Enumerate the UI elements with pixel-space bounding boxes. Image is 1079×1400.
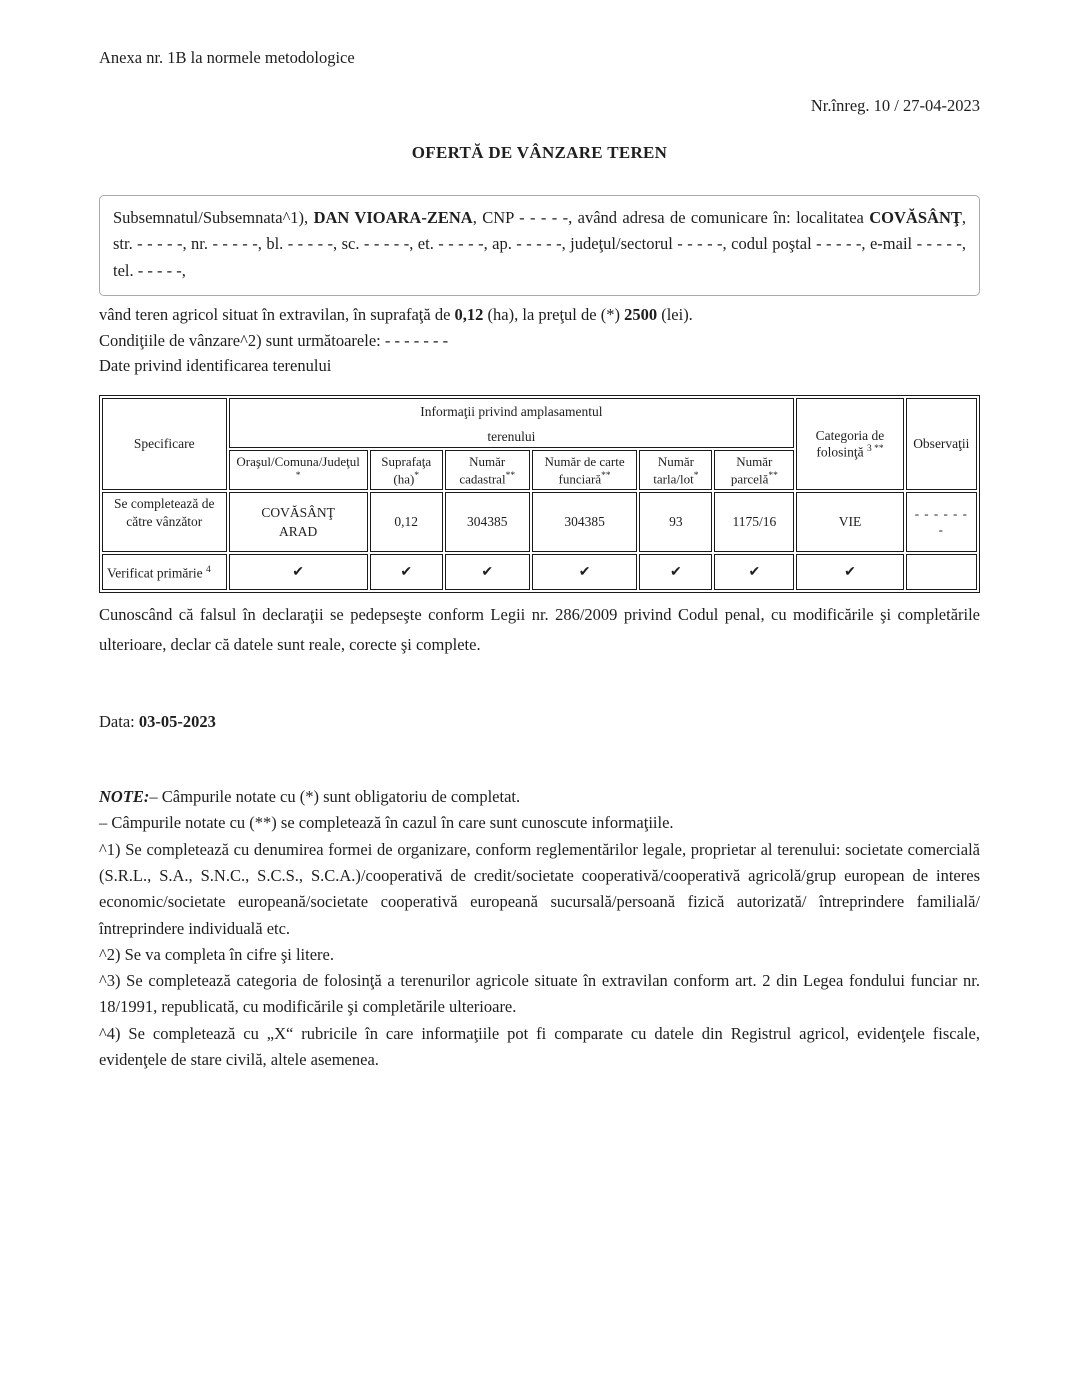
cell-carte-funciara: 304385 xyxy=(532,492,638,552)
check-tarla xyxy=(639,554,712,590)
document-title: OFERTĂ DE VÂNZARE TEREN xyxy=(411,143,668,162)
header-tarla-line1: Număr xyxy=(657,453,694,469)
cell-cadastral: 304385 xyxy=(445,492,530,552)
checkmark-icon: ✔ xyxy=(670,564,682,580)
header-carte-footnote: ** xyxy=(601,470,611,481)
header-parcela-line1: Număr xyxy=(736,453,773,469)
note-1: – Câmpurile notate cu (**) se completează în cazul în care sunt cunoscute informaţiile. xyxy=(99,813,674,833)
land-identification-heading: Date privind identificarea terenului xyxy=(99,355,332,375)
land-area-value: 0,12 xyxy=(454,305,484,325)
header-carte-line2 xyxy=(537,469,633,486)
note-3: ^2) Se va completa în cifre şi litere. xyxy=(99,944,334,964)
check-parcela xyxy=(714,554,794,590)
header-tarla-footnote: * xyxy=(693,470,699,481)
header-cadastral-line1: Număr xyxy=(469,453,506,469)
header-categoria-folosinta xyxy=(796,398,903,490)
header-suprafata xyxy=(370,450,443,490)
verify-label-text: Verificat primărie xyxy=(107,565,203,581)
header-carte-word2: funciară xyxy=(558,471,602,487)
cell-observatii: - - - - - - - xyxy=(906,492,977,552)
check-carte-funciara xyxy=(532,554,638,590)
verify-label-footnote: 4 xyxy=(205,565,211,576)
verify-data-row xyxy=(102,554,977,590)
header-suprafata-word2: (ha) xyxy=(393,471,415,487)
cell-locality xyxy=(229,492,368,552)
cell-surface: 0,12 xyxy=(370,492,443,552)
registration-number: Nr.înreg. 10 / 27-04-2023 xyxy=(810,96,980,115)
header-suprafata-footnote: * xyxy=(414,470,420,481)
checkmark-icon: ✔ xyxy=(748,564,761,580)
check-cadastral xyxy=(445,554,530,590)
note-0-text: – Câmpurile notate cu (*) sunt obligatoriu de completat. xyxy=(149,787,521,807)
verify-row-label xyxy=(102,554,227,590)
header-oras-footnote: * xyxy=(295,470,301,481)
check-locality xyxy=(229,554,368,590)
header-carte-line1: Număr de carte xyxy=(544,453,625,469)
seller-row-label: Se completează de către vânzător xyxy=(102,492,227,552)
date-label: Data: xyxy=(99,712,139,732)
cell-categoria: VIE xyxy=(796,492,903,552)
header-suprafata-line1: Suprafaţa xyxy=(381,453,432,469)
header-oras-comuna-judet xyxy=(229,450,368,490)
intro-text-3: , str. - - - - -, nr. - - - - -, bl. - - - - -, sc. - - - - -, et. - - - - -, ap. - - - - -, judeţul/sectorul - - - - -, codul poştal - - - - -, e-mail - - - - -, tel. - - - - -, xyxy=(113,208,966,280)
intro-text-1: Subsemnatul/Subsemnata^1), xyxy=(113,208,314,227)
table-header-row-1 xyxy=(102,398,977,448)
header-oras-line2 xyxy=(234,469,363,486)
seller-identification-box xyxy=(99,195,980,296)
sale-text-3: (lei). xyxy=(657,305,693,325)
sale-summary xyxy=(99,302,980,378)
land-price-value: 2500 xyxy=(624,305,658,325)
check-surface xyxy=(370,554,443,590)
header-tarla-word2: tarla/lot xyxy=(653,471,694,487)
sale-text-1: vând teren agricol situat în extravilan, în suprafaţă de xyxy=(99,305,455,325)
header-cadastral-footnote: ** xyxy=(505,470,516,481)
note-5: ^4) Se completează cu „X“ rubricile în care informaţiile pot fi comparate cu datele din Registrul agricol, evidenţele fiscale, evidenţele de stare civilă, altele asemenea. xyxy=(99,1023,980,1070)
header-parcela-line2 xyxy=(719,469,789,486)
seller-locality: COVĂSÂNŢ xyxy=(869,208,962,227)
header-categoria-line2 xyxy=(801,444,898,461)
header-categoria-footnote: 3 ** xyxy=(866,443,884,454)
header-location-info-line1: Informaţii privind amplasamentul xyxy=(420,403,603,419)
header-location-info xyxy=(229,398,795,448)
header-carte-funciara xyxy=(532,450,638,490)
cell-parcela: 1175/16 xyxy=(714,492,794,552)
header-cadastral-word2: cadastral xyxy=(459,471,506,487)
header-cadastral-line2 xyxy=(450,469,525,486)
notes-section xyxy=(99,784,980,1073)
header-oras-line1: Oraşul/Comuna/Judeţul xyxy=(236,453,360,469)
sale-text-2: (ha), la preţul de (*) xyxy=(483,305,625,325)
header-suprafata-line2 xyxy=(375,469,438,486)
note-4: ^3) Se completează categoria de folosinţă a terenurilor agricole situate în extravilan conform art. 2 din Legea fondului funciar nr. 18/1991, republicată, cu modificările şi completările ulterioare. xyxy=(99,971,980,1017)
land-identification-table xyxy=(99,395,980,593)
cell-locality-line2: ARAD xyxy=(278,524,318,540)
header-categoria-line1: Categoria de xyxy=(815,427,885,443)
cell-tarla: 93 xyxy=(639,492,712,552)
sale-line xyxy=(99,302,980,327)
header-parcela xyxy=(714,450,794,490)
seller-data-row xyxy=(102,492,977,552)
annex-label: Anexa nr. 1B la normele metodologice xyxy=(99,48,355,67)
checkmark-icon: ✔ xyxy=(481,564,494,580)
header-numar-cadastral xyxy=(445,450,530,490)
intro-text-2: , CNP - - - - -, având adresa de comunicare în: localitatea xyxy=(472,208,870,227)
header-tarla-line2 xyxy=(644,469,707,486)
header-categoria-word: folosinţă xyxy=(816,444,864,460)
note-0 xyxy=(99,784,980,810)
checkmark-icon: ✔ xyxy=(578,564,591,580)
checkmark-icon: ✔ xyxy=(400,564,413,580)
header-parcela-word2: parcelă xyxy=(730,471,769,487)
seller-name: DAN VIOARA-ZENA xyxy=(313,208,473,227)
header-specificare: Specificare xyxy=(102,398,227,490)
check-categoria xyxy=(796,554,903,590)
sale-conditions-line: Condiţiile de vânzare^2) sunt următoarele: - - - - - - - xyxy=(99,330,449,350)
note-2: ^1) Se completează cu denumirea formei de organizare, conform reglementărilor legale, proprietar al terenului: societate comercială (S.R.L., S.A., S.N.C., S.C.S., S.C.A.)/cooperativă de credit/societate cooperativă/cooperativă agricolă/grup european de interes economic/societate europeană/societate cooperativă europeană sucursală/persoană fizică autorizată/ întreprindere familială/întreprindere individuală etc. xyxy=(99,839,980,938)
header-tarla-lot xyxy=(639,450,712,490)
header-location-info-line2: terenului xyxy=(487,428,536,444)
date-line xyxy=(99,712,980,732)
header-observatii: Observaţii xyxy=(906,398,977,490)
header-parcela-footnote: ** xyxy=(768,470,778,481)
checkmark-icon: ✔ xyxy=(292,564,304,580)
declaration-paragraph: Cunoscând că falsul în declaraţii se pedepseşte conform Legii nr. 286/2009 privind Codul penal, cu modificările şi completările ulterioare, declar că datele sunt reale, corecte şi complete. xyxy=(99,605,980,655)
checkmark-icon: ✔ xyxy=(844,564,856,580)
cell-locality-line1: COVĂSÂNŢ xyxy=(261,505,335,521)
note-label: NOTE: xyxy=(99,787,150,807)
check-observatii-empty xyxy=(906,554,977,590)
date-value: 03-05-2023 xyxy=(138,712,216,732)
